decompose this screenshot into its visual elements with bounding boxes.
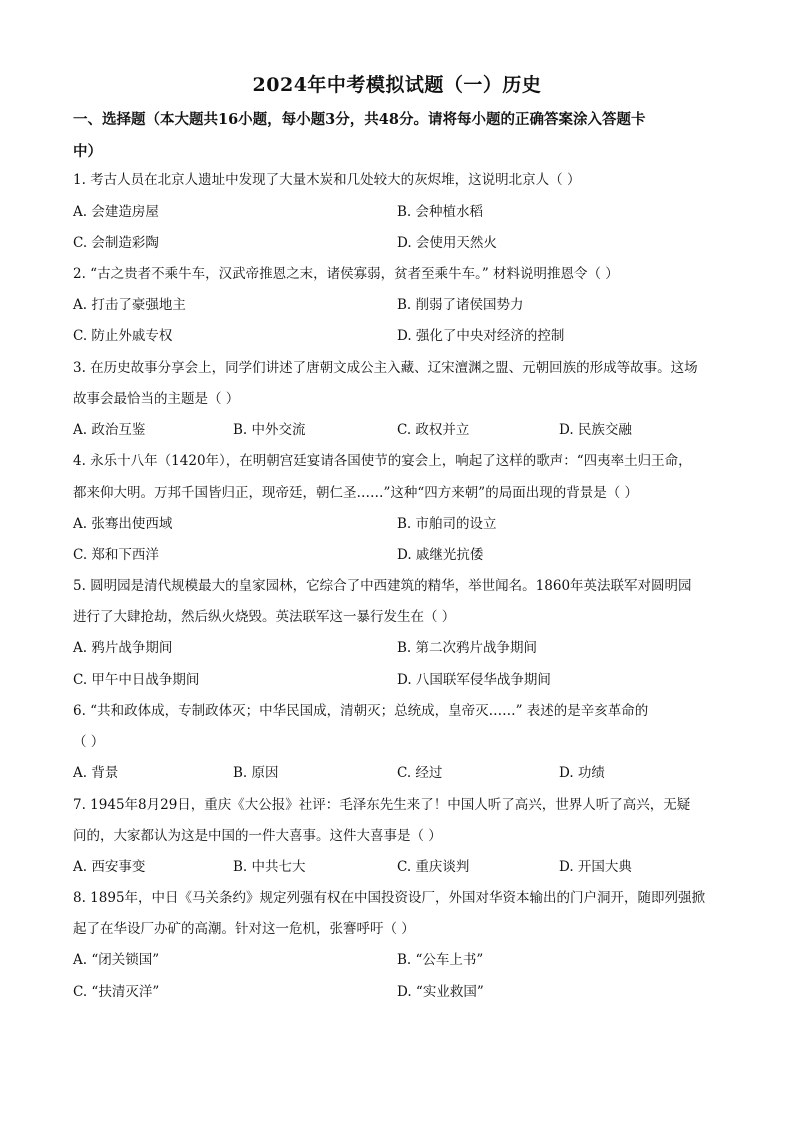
- section-heading-line2: 中）: [73, 143, 102, 160]
- question-7-stem-line1: 7. 1945年8月29日，重庆《大公报》社评：毛泽东先生来了！中国人听了高兴，世界人听了高兴，无疑: [73, 797, 691, 813]
- q6-option-b[interactable]: B. 原因: [233, 765, 279, 781]
- q8-option-b[interactable]: B. “公车上书”: [397, 952, 484, 968]
- q4-option-a[interactable]: A. 张骞出使西域: [73, 516, 173, 532]
- q2-option-d[interactable]: D. 强化了中央对经济的控制: [397, 328, 565, 344]
- question-3-stem-line1: 3. 在历史故事分享会上，同学们讲述了唐朝文成公主入藏、辽宋澶渊之盟、元朝回族的形成等故事。这场: [73, 360, 698, 376]
- question-7-stem-line2: 问的，大家都认为这是中国的一件大喜事。这件大喜事是（ ）: [73, 828, 442, 844]
- question-6-stem-line2: （ ）: [73, 734, 105, 750]
- q8-option-a[interactable]: A. “闭关锁国”: [73, 952, 160, 968]
- q1-option-d[interactable]: D. 会使用天然火: [397, 235, 497, 251]
- question-8-stem-line2: 起了在华设厂办矿的高潮。针对这一危机，张謇呼吁（ ）: [73, 921, 415, 937]
- question-1-stem: 1. 考古人员在北京人遗址中发现了大量木炭和几处较大的灰烬堆，这说明北京人（ ）: [73, 172, 581, 188]
- q7-option-c[interactable]: C. 重庆谈判: [397, 859, 470, 875]
- question-5-stem-line1: 5. 圆明园是清代规模最大的皇家园林，它综合了中西建筑的精华，举世闻名。1860年英法联军对圆明园: [73, 578, 692, 594]
- q2-option-a[interactable]: A. 打击了豪强地主: [73, 297, 186, 313]
- question-8-stem-line1: 8. 1895年，中日《马关条约》规定列强有权在中国投资设厂，外国对华资本输出的门户洞开，随即列强掀: [73, 890, 706, 906]
- question-4-stem-line1: 4. 永乐十八年（1420年），在明朝宫廷宴请各国使节的宴会上，响起了这样的歌声：“四夷率土归王命，: [73, 453, 692, 469]
- q6-option-d[interactable]: D. 功绩: [559, 765, 605, 781]
- q4-option-d[interactable]: D. 戚继光抗倭: [397, 547, 484, 563]
- question-5-stem-line2: 进行了大肆抢劫，然后纵火烧毁。英法联军这一暴行发生在（ ）: [73, 609, 456, 625]
- q1-option-b[interactable]: B. 会种植水稻: [397, 204, 484, 220]
- q6-option-c[interactable]: C. 经过: [397, 765, 443, 781]
- q8-option-c[interactable]: C. “扶清灭洋”: [73, 984, 160, 1000]
- q7-option-a[interactable]: A. 西安事变: [73, 859, 146, 875]
- q1-option-a[interactable]: A. 会建造房屋: [73, 204, 159, 220]
- q4-option-b[interactable]: B. 市舶司的设立: [397, 516, 497, 532]
- q2-option-c[interactable]: C. 防止外戚专权: [73, 328, 173, 344]
- q4-option-c[interactable]: C. 郑和下西洋: [73, 547, 159, 563]
- q2-option-b[interactable]: B. 削弱了诸侯国势力: [397, 297, 524, 313]
- q5-option-b[interactable]: B. 第二次鸦片战争期间: [397, 640, 538, 656]
- q5-option-c[interactable]: C. 甲午中日战争期间: [73, 672, 200, 688]
- q3-option-d[interactable]: D. 民族交融: [559, 422, 632, 438]
- section-heading-line1: 一、选择题（本大题共16小题，每小题3分，共48分。请将每小题的正确答案涂入答题卡: [73, 111, 646, 128]
- q7-option-d[interactable]: D. 开国大典: [559, 859, 632, 875]
- page-title: 2024年中考模拟试题（一）历史: [252, 74, 542, 96]
- q8-option-d[interactable]: D. “实业救国”: [397, 984, 484, 1000]
- q3-option-a[interactable]: A. 政治互鉴: [73, 422, 146, 438]
- question-2-stem: 2. “古之贵者不乘牛车，汉武帝推恩之末，诸侯寡弱，贫者至乘牛车。” 材料说明推恩令（ ）: [73, 266, 619, 282]
- q6-option-a[interactable]: A. 背景: [73, 765, 119, 781]
- q5-option-a[interactable]: A. 鸦片战争期间: [73, 640, 173, 656]
- q3-option-b[interactable]: B. 中外交流: [233, 422, 306, 438]
- q5-option-d[interactable]: D. 八国联军侵华战争期间: [397, 672, 551, 688]
- question-6-stem-line1: 6. “共和政体成，专制政体灭；中华民国成，清朝灭；总统成，皇帝灭……” 表述的是辛亥革命的: [73, 703, 649, 719]
- q7-option-b[interactable]: B. 中共七大: [233, 859, 306, 875]
- question-4-stem-line2: 都来仰大明。万邦千国皆归正，现帝廷，朝仁圣……”这种“四方来朝”的局面出现的背景是（ ）: [73, 485, 638, 501]
- q1-option-c[interactable]: C. 会制造彩陶: [73, 235, 159, 251]
- question-3-stem-line2: 故事会最恰当的主题是（ ）: [73, 391, 240, 407]
- q3-option-c[interactable]: C. 政权并立: [397, 422, 470, 438]
